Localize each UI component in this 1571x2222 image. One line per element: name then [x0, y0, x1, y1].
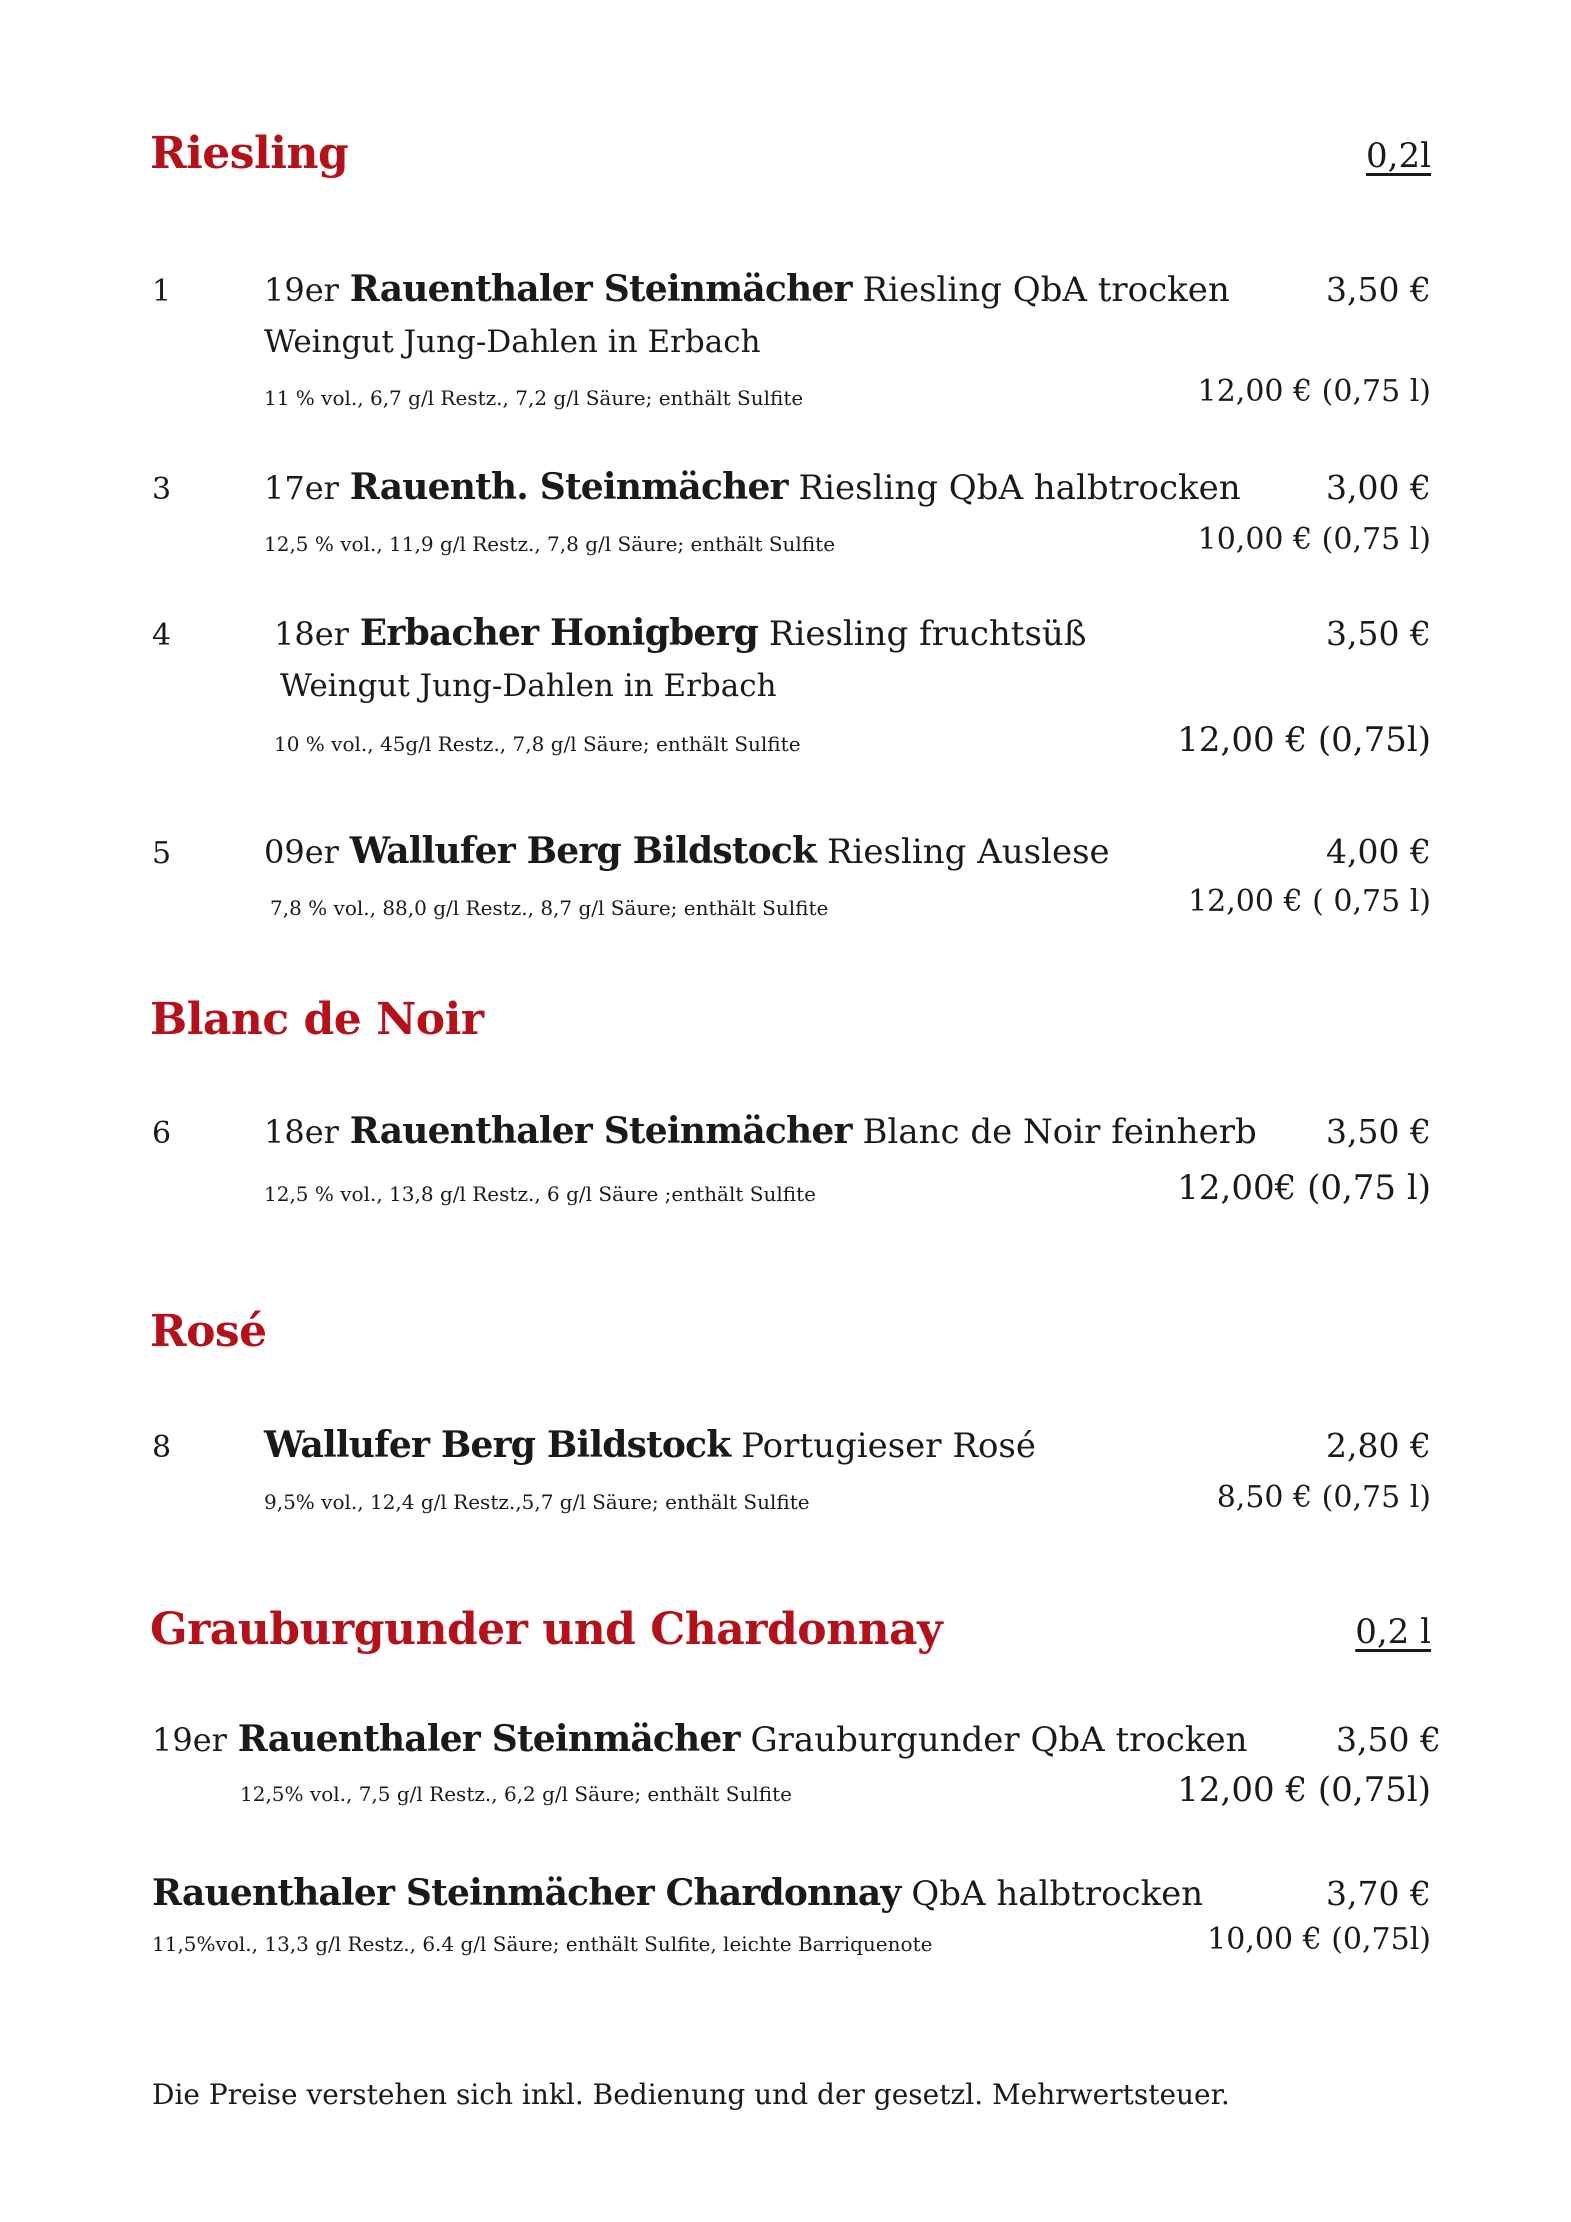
wine-name: Wallufer Berg Bildstock [264, 1424, 731, 1466]
price-bottle: 10,00 € (0,75l) [1207, 1922, 1431, 1957]
price-glass: 4,00 € [1326, 832, 1431, 871]
wine-line [152, 1872, 1203, 1914]
price-glass: 3,50 € [1326, 1112, 1431, 1151]
price-bottle: 12,00 € ( 0,75 l) [1188, 884, 1431, 919]
unit-label-grauburgunder: 0,2 l [1355, 1612, 1431, 1652]
wine-description: Riesling fruchtsüß [768, 614, 1087, 654]
wine-line [264, 1424, 1036, 1466]
wine-description: Portugieser Rosé [741, 1426, 1036, 1466]
wine-line [264, 1110, 1257, 1152]
wine-name: Rauenthaler Steinmächer [349, 1110, 852, 1152]
item-number: 5 [152, 836, 172, 871]
wine-description: Riesling QbA trocken [862, 270, 1230, 310]
wine-name: Erbacher Honigberg [359, 612, 759, 654]
wine-vintage: 19er [152, 1721, 227, 1759]
price-glass: 3,50 € [1336, 1720, 1441, 1759]
wine-name: Wallufer Berg Bildstock [349, 830, 817, 872]
item-number: 6 [152, 1116, 172, 1151]
wine-details: 9,5% vol., 12,4 g/l Restz.,5,7 g/l Säure; enthält Sulfite [264, 1490, 810, 1514]
unit-label-riesling: 0,2l [1366, 136, 1431, 176]
wine-name: Rauenth. Steinmächer [349, 466, 788, 508]
wine-details: 11,5%vol., 13,3 g/l Restz., 6.4 g/l Säure; enthält Sulfite, leichte Barriquenote [152, 1932, 933, 1956]
price-footnote: Die Preise verstehen sich inkl. Bedienung und der gesetzl. Mehrwertsteuer. [152, 2078, 1230, 2111]
wine-producer: Weingut Jung-Dahlen in Erbach [280, 668, 777, 704]
price-bottle: 10,00 € (0,75 l) [1197, 522, 1431, 557]
wine-line [264, 466, 1241, 508]
price-bottle: 8,50 € (0,75 l) [1216, 1480, 1431, 1515]
price-glass: 3,70 € [1326, 1874, 1431, 1913]
wine-name: Rauenthaler Steinmächer [237, 1718, 740, 1760]
wine-vintage: 19er [264, 271, 339, 309]
price-glass: 3,50 € [1326, 614, 1431, 653]
item-number: 3 [152, 472, 172, 507]
wine-description: Riesling QbA halbtrocken [798, 468, 1241, 508]
wine-name: Rauenthaler Steinmächer [349, 268, 852, 310]
wine-details: 11 % vol., 6,7 g/l Restz., 7,2 g/l Säure; enthält Sulfite [264, 386, 804, 410]
price-bottle: 12,00€ (0,75 l) [1177, 1168, 1431, 1208]
price-glass: 3,50 € [1326, 270, 1431, 309]
wine-description: Grauburgunder QbA trocken [750, 1720, 1248, 1760]
item-number: 1 [152, 274, 172, 309]
item-number: 4 [152, 618, 172, 653]
wine-description: Blanc de Noir feinherb [862, 1112, 1257, 1152]
price-glass: 2,80 € [1326, 1426, 1431, 1465]
price-bottle: 12,00 € (0,75l) [1177, 1770, 1431, 1810]
section-title-blanc-de-noir: Blanc de Noir [150, 994, 484, 1045]
wine-details: 7,8 % vol., 88,0 g/l Restz., 8,7 g/l Säure; enthält Sulfite [270, 896, 829, 920]
wine-line [274, 612, 1087, 654]
wine-details: 12,5 % vol., 13,8 g/l Restz., 6 g/l Säure ;enthält Sulfite [264, 1182, 816, 1206]
section-title-rose: Rosé [150, 1306, 267, 1357]
wine-vintage: 18er [264, 1113, 339, 1151]
wine-vintage: 17er [264, 469, 339, 507]
wine-details: 10 % vol., 45g/l Restz., 7,8 g/l Säure; enthält Sulfite [274, 732, 801, 756]
price-glass: 3,00 € [1326, 468, 1431, 507]
price-bottle: 12,00 € (0,75 l) [1197, 374, 1431, 409]
price-bottle: 12,00 € (0,75l) [1177, 720, 1431, 760]
section-title-grauburgunder-chardonnay: Grauburgunder und Chardonnay [150, 1604, 943, 1655]
item-number: 8 [152, 1430, 172, 1465]
wine-name: Rauenthaler Steinmächer Chardonnay [152, 1872, 901, 1914]
wine-line [264, 830, 1110, 872]
wine-description: Riesling Auslese [826, 832, 1110, 872]
section-title-riesling: Riesling [150, 128, 349, 179]
wine-line [152, 1718, 1248, 1760]
wine-producer: Weingut Jung-Dahlen in Erbach [264, 324, 761, 360]
wine-details: 12,5% vol., 7,5 g/l Restz., 6,2 g/l Säure; enthält Sulfite [240, 1782, 792, 1806]
wine-description: QbA halbtrocken [911, 1874, 1204, 1914]
wine-vintage: 09er [264, 833, 339, 871]
wine-details: 12,5 % vol., 11,9 g/l Restz., 7,8 g/l Säure; enthält Sulfite [264, 532, 836, 556]
wine-line [264, 268, 1230, 310]
wine-vintage: 18er [274, 615, 349, 653]
